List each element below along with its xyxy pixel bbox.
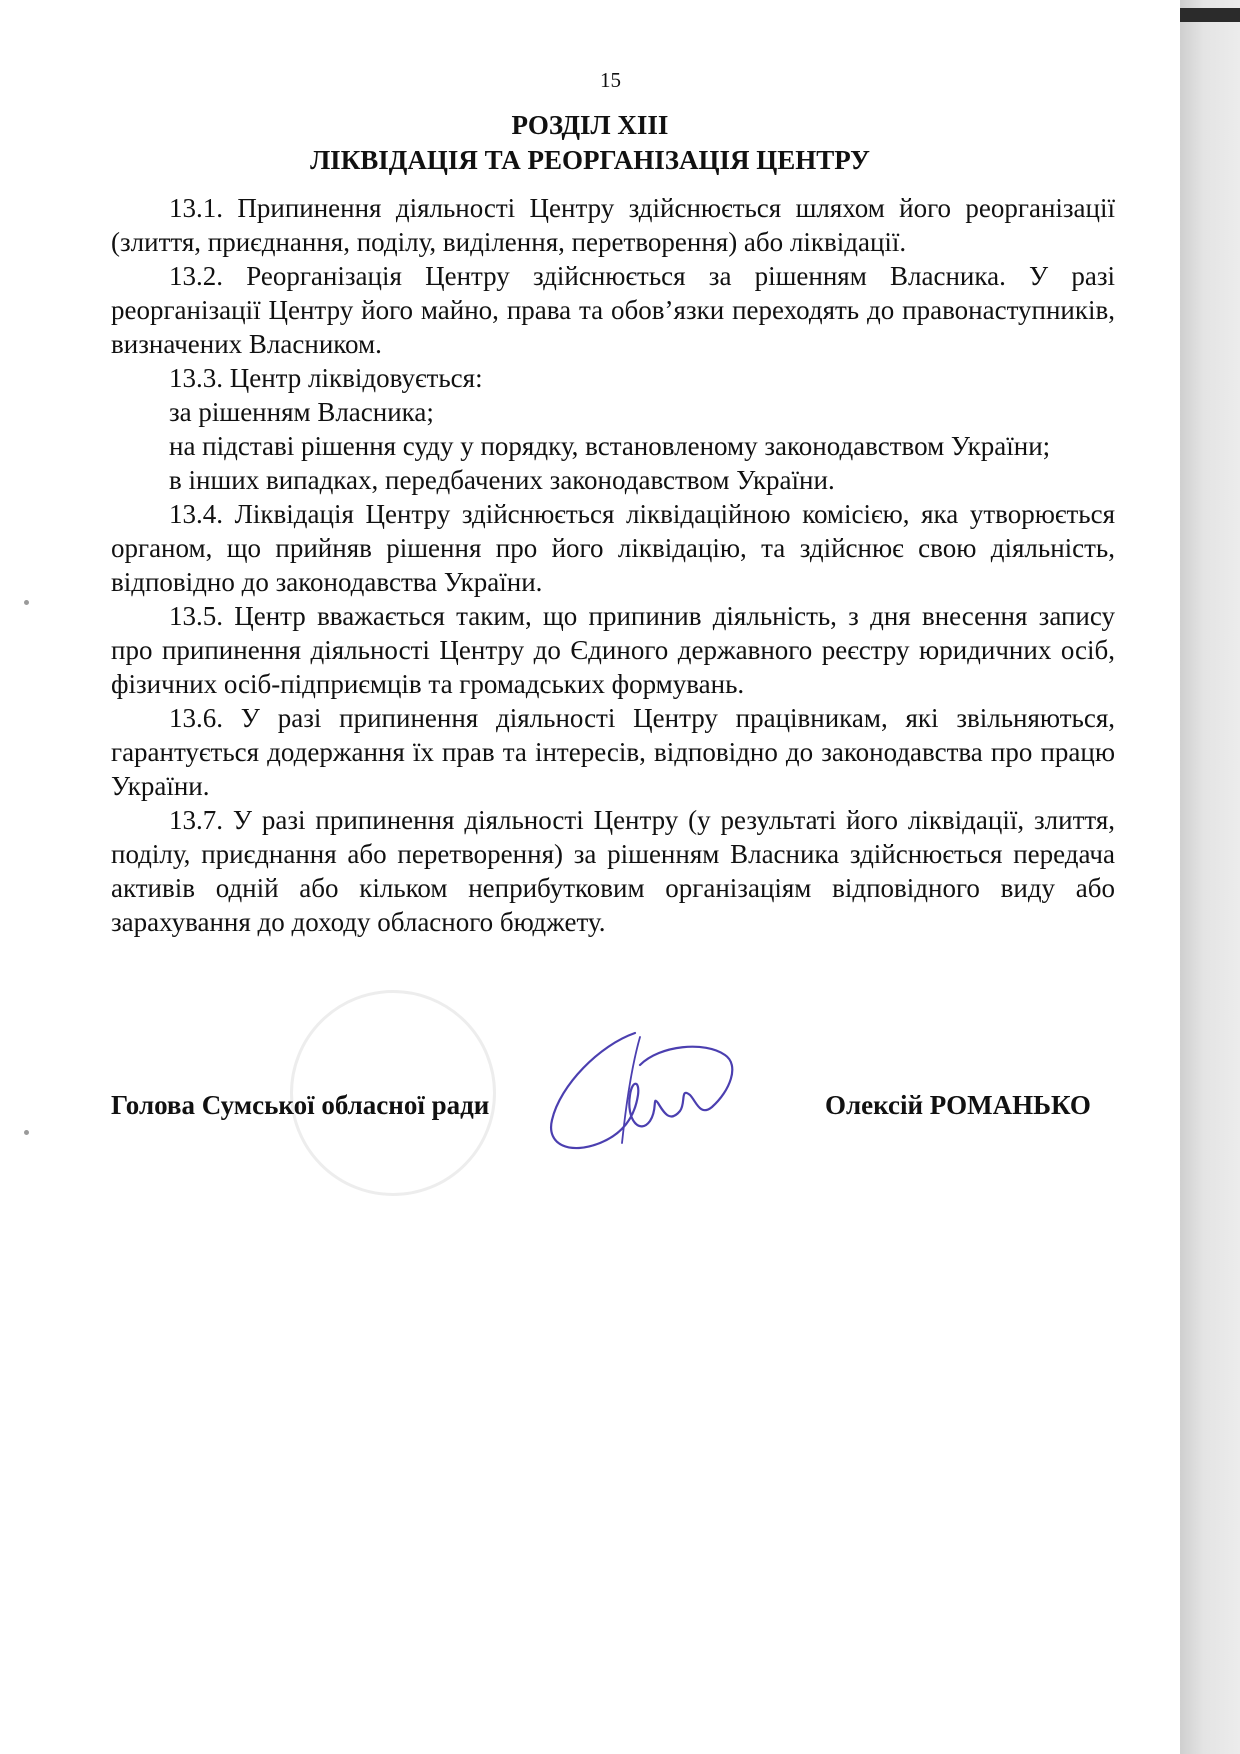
page-number: 15	[600, 68, 621, 92]
paragraph-13-5: 13.5. Центр вважається таким, що припинив діяльність, з дня внесення запису про припинення діяльності Центру до Єдиного державного реєстру юридичних осіб, фізичних осіб-підприємців та громадських формувань.	[111, 601, 1115, 699]
scan-speck	[24, 1130, 29, 1135]
signatory-name: Олексій РОМАНЬКО	[825, 1090, 1091, 1120]
handwritten-signature	[540, 1025, 750, 1160]
paragraph-13-1: 13.1. Припинення діяльності Центру здійснюється шляхом його реорганізації (злиття, приєднання, поділу, виділення, перетворення) або ліквідації.	[111, 193, 1115, 257]
list-item-other-cases: в інших випадках, передбачених законодавством України.	[169, 465, 835, 495]
scan-speck	[24, 600, 29, 605]
paragraph-13-4: 13.4. Ліквідація Центру здійснюється ліквідаційною комісією, яка утворюється органом, що прийняв рішення про його ліквідацію, та здійснює свою діяльність, відповідно до законодавства України.	[111, 499, 1115, 597]
paragraph-13-7: 13.7. У разі припинення діяльності Центру (у результаті його ліквідації, злиття, поділу, приєднання або перетворення) за рішенням Власника здійснюється передача активів одній або кільком неприбутковим організаціям відповідного виду або зарахування до доходу обласного бюджету.	[111, 805, 1115, 937]
list-item-owner-decision: за рішенням Власника;	[169, 397, 434, 427]
signatory-position: Голова Сумської обласної ради	[111, 1090, 490, 1120]
section-subtitle: ЛІКВІДАЦІЯ ТА РЕОРГАНІЗАЦІЯ ЦЕНТРУ	[310, 145, 870, 175]
paragraph-13-6: 13.6. У разі припинення діяльності Центру працівникам, які звільняються, гарантується додержання їх прав та інтересів, відповідно до законодавства про працю України.	[111, 703, 1115, 801]
paragraph-13-2: 13.2. Реорганізація Центру здійснюється за рішенням Власника. У разі реорганізації Центру його майно, права та обов’язки переходять до правонаступників, визначених Власником.	[111, 261, 1115, 359]
paragraph-13-3: 13.3. Центр ліквідовується:	[169, 363, 483, 393]
document-body	[111, 191, 1115, 939]
scanner-edge	[1180, 0, 1240, 1754]
scanner-edge-mark	[1180, 8, 1240, 22]
list-item-court-decision: на підставі рішення суду у порядку, встановленому законодавством України;	[169, 431, 1051, 461]
section-title: РОЗДІЛ XIII	[511, 110, 669, 140]
